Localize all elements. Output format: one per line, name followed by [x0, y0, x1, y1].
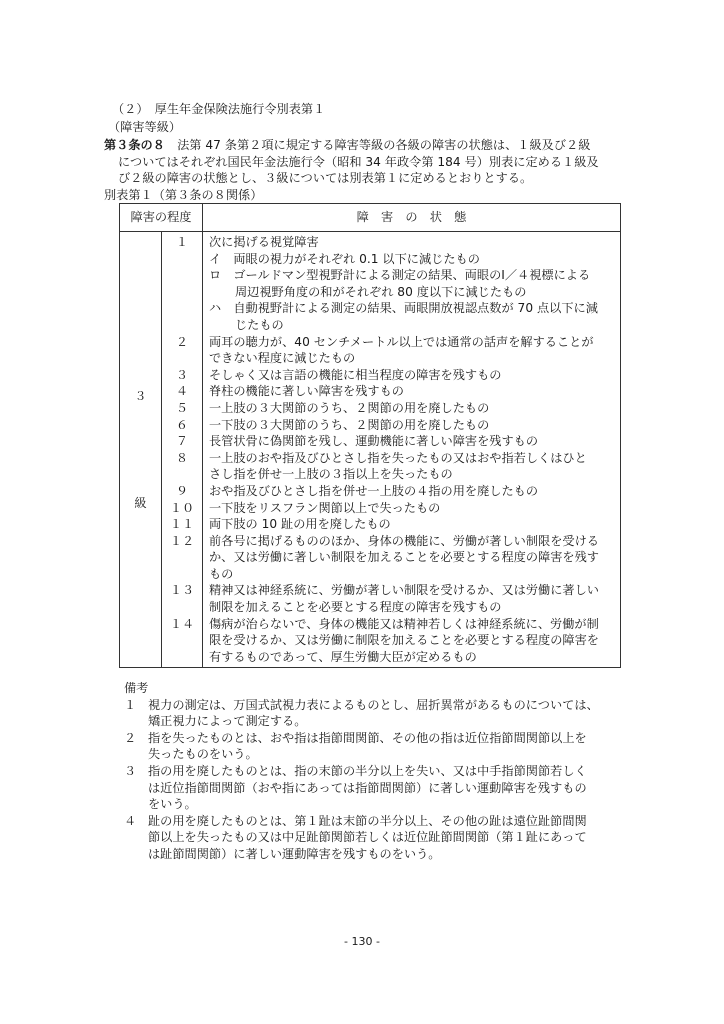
note-text: 指を失ったものとは、おや指は指節間関節、その他の指は近位指節間関節以上を — [148, 730, 587, 745]
item-number — [162, 317, 202, 334]
item-state-line: できない程度に減じたもの — [209, 351, 356, 366]
notes-title: 備考 — [124, 681, 149, 695]
grade-cell — [120, 232, 162, 668]
item-state-line: 一下肢をリスフラン関節以上で失ったもの — [209, 500, 441, 515]
page-number: - 130 - — [344, 935, 380, 948]
note-first-line — [124, 730, 599, 747]
item-number: １４ — [169, 616, 195, 631]
item-state-line: そしゃく又は言語の機能に相当程度の障害を残すもの — [209, 367, 502, 382]
item-state-line: 傷病が治らないで、身体の機能又は精神若しくは神経系統に、労働が制 — [209, 616, 599, 631]
item-number — [162, 649, 202, 666]
note-number: ２ — [124, 730, 137, 745]
item-state-line: おや指及びひとさし指を併せ一上肢の４指の用を廃したもの — [209, 483, 539, 498]
item-number: ４ — [175, 384, 189, 399]
item-number: ２ — [175, 334, 189, 349]
note-first-line — [124, 763, 599, 780]
item-number: １３ — [169, 583, 195, 598]
item-number: １２ — [169, 533, 195, 548]
note-item — [124, 697, 599, 730]
item-state-line: 制限を加えることを必要とする程度の障害を残すもの — [209, 600, 502, 615]
item-number — [162, 284, 202, 301]
item-number — [162, 632, 202, 649]
section-subheading: （障害等級） — [108, 120, 182, 134]
note-number: ３ — [124, 763, 137, 778]
note-continuation-line: は趾節間関節）に著しい運動障害を残すものをいう。 — [148, 846, 441, 861]
note-continuation-line: は近位指節間関節（おや指にあっては指節間関節）に著しい運動障害を残すもの — [148, 780, 587, 795]
item-number: １１ — [169, 517, 195, 532]
grade-number: ３ — [134, 389, 147, 404]
header-grade: 障害の程度 — [120, 204, 203, 232]
item-state-line: さし指を併せ一上肢の３指以上を失ったもの — [209, 467, 453, 482]
note-item — [124, 813, 599, 863]
table-caption: 別表第１（第３条の８関係） — [104, 188, 263, 202]
note-item — [124, 763, 599, 813]
item-state-line: 長管状骨に偽関節を残し、運動機能に著しい障害を残すもの — [209, 434, 539, 449]
item-state-line: もの — [209, 566, 234, 581]
item-numbers-cell — [162, 232, 203, 668]
note-continuation-line: 失ったものをいう。 — [148, 747, 258, 762]
item-number: １ — [175, 235, 189, 249]
note-text: 指の用を廃したものとは、指の末節の半分以上を失い、又は中手指節関節若しく — [148, 763, 587, 778]
item-state-line: 両下肢の 10 趾の用を廃したもの — [209, 517, 391, 532]
item-number — [162, 300, 202, 317]
article-line: 法第 47 条第２項に規定する障害等級の各級の障害の状態は、１級及び２級 — [164, 138, 591, 152]
item-state-line: ロ ゴールドマン型視野計による測定の結果、両眼のⅠ／４視標による — [209, 268, 591, 283]
disability-grade-table — [119, 203, 621, 668]
item-state-line: 周辺視野角度の和がそれぞれ 80 度以下に減じたもの — [235, 284, 527, 299]
item-state-line: 一上肢の３大関節のうち、２関節の用を廃したもの — [209, 400, 490, 415]
table-header-row — [120, 204, 621, 232]
item-number: ５ — [175, 400, 189, 415]
item-number: ６ — [175, 417, 189, 432]
note-first-line — [124, 697, 599, 714]
item-number: ９ — [175, 483, 189, 498]
item-state-line: 両耳の聴力が、40 センチメートル以上では通常の話声を解することが — [209, 334, 594, 349]
item-number — [162, 251, 202, 268]
item-state-line: ハ 自動視野計による測定の結果、両眼開放視認点数が 70 点以下に減 — [209, 301, 598, 316]
item-state-line: 限を受けるか、又は労働に制限を加えることを必要とする程度の障害を — [209, 633, 599, 648]
item-number: ３ — [175, 367, 189, 382]
item-state-line: 一下肢の３大関節のうち、２関節の用を廃したもの — [209, 417, 490, 432]
article-paragraph — [104, 137, 624, 187]
item-state-line: じたもの — [235, 317, 284, 332]
item-number: ７ — [175, 434, 189, 449]
note-continuation-line: 節以上を失ったもの又は中足趾節関節若しくは近位趾節間関節（第１趾にあって — [148, 830, 587, 845]
item-state-line: 次に掲げる視覚障害 — [209, 235, 319, 249]
article-line: び２級の障害の状態とし、３級については別表第１に定めるとおりとする。 — [118, 171, 533, 186]
note-text: 趾の用を廃したものとは、第１趾は末節の半分以上、その他の趾は遠位趾節間関 — [148, 813, 587, 828]
item-number — [162, 350, 202, 367]
item-state-line: か、又は労働に著しい制限を加えることを必要とする程度の障害を残す — [209, 550, 599, 565]
note-number: ４ — [124, 813, 137, 828]
item-state-line: 有するものであって、厚生労働大臣が定めるもの — [209, 649, 477, 664]
item-number: ８ — [175, 450, 189, 465]
header-state: 障 害 の 状 態 — [203, 204, 621, 232]
item-state-line: 精神又は神経系統に、労働が著しい制限を受けるか、又は労働に著しい — [209, 583, 599, 598]
grade-unit: 級 — [134, 495, 147, 510]
item-state-line: 一上肢のおや指及びひとさし指を失ったもの又はおや指若しくはひと — [209, 450, 587, 465]
item-number — [162, 267, 202, 284]
article-number: 第３条の８ — [104, 138, 165, 152]
table-row — [120, 232, 621, 668]
item-number — [162, 549, 202, 566]
section-heading: （２） 厚生年金保険法施行令別表第１ — [112, 102, 326, 116]
note-continuation-line: 矯正視力によって測定する。 — [148, 714, 307, 729]
note-continuation-line: をいう。 — [148, 797, 197, 812]
note-text: 視力の測定は、万国式試視力表によるものとし、屈折異常があるものについては、 — [148, 697, 599, 712]
note-first-line — [124, 813, 599, 830]
item-number: １０ — [169, 500, 195, 515]
item-number — [162, 599, 202, 616]
item-number — [162, 566, 202, 583]
note-item — [124, 730, 599, 763]
notes-section — [124, 680, 599, 863]
note-number: １ — [124, 697, 137, 712]
item-state-line: イ 両眼の視力がそれぞれ 0.1 以下に減じたもの — [209, 251, 480, 266]
item-number — [162, 466, 202, 483]
item-state-line: 前各号に掲げるもののほか、身体の機能に、労働が著しい制限を受ける — [209, 533, 599, 548]
item-states-cell — [203, 232, 621, 668]
article-line: についてはそれぞれ国民年金法施行令（昭和 34 年政令第 184 号）別表に定める１級及 — [118, 154, 599, 169]
item-state-line: 脊柱の機能に著しい障害を残すもの — [209, 384, 404, 399]
